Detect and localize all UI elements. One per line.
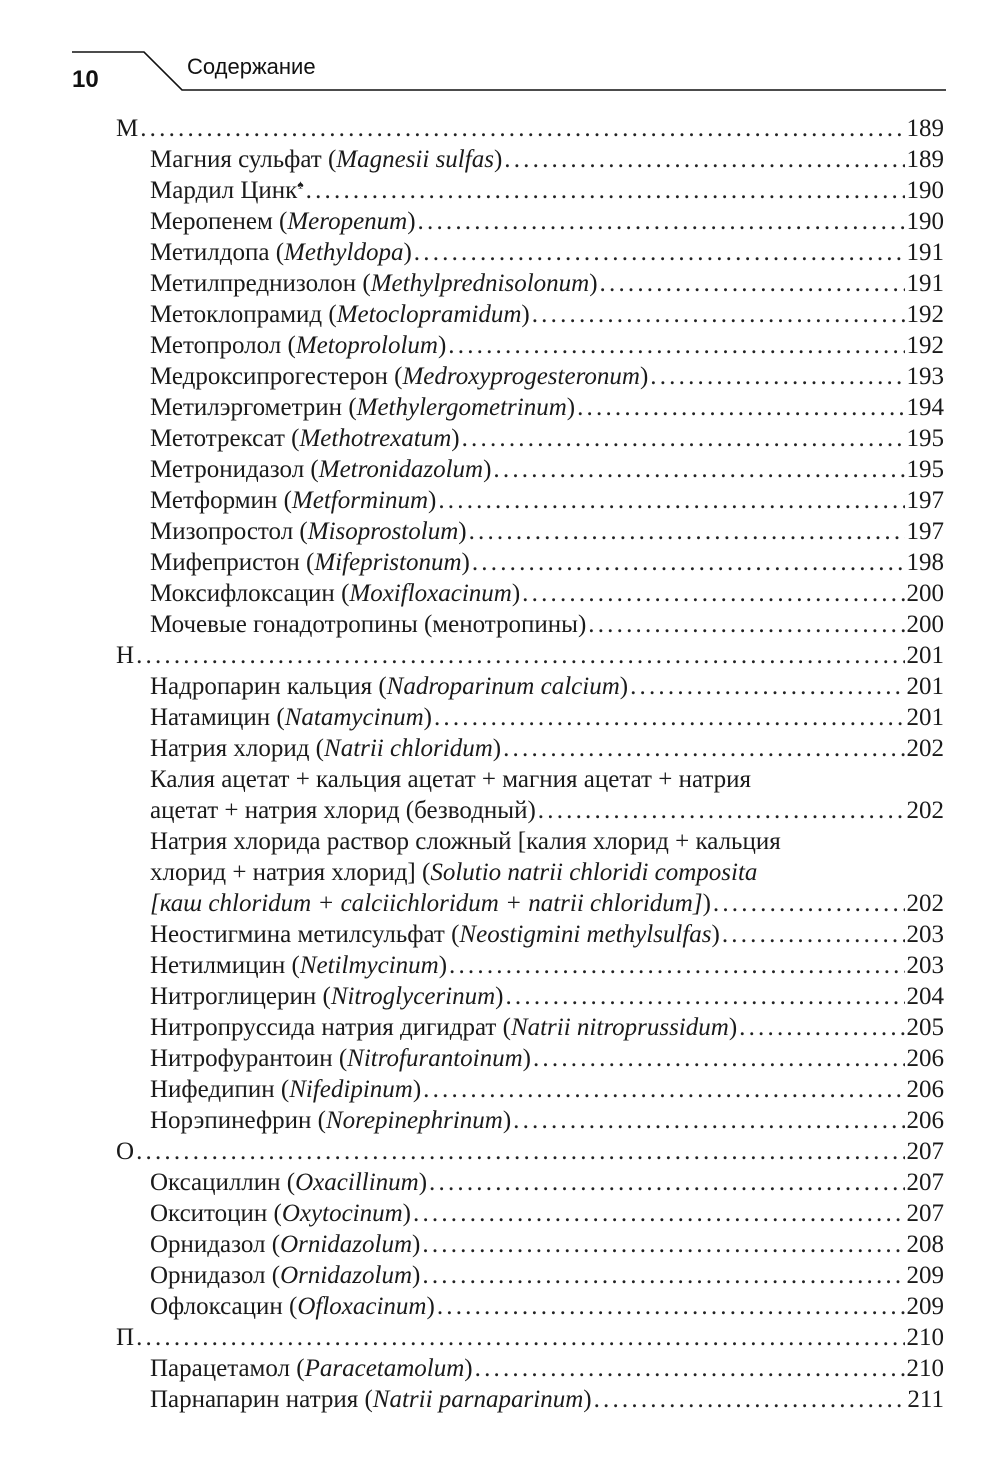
toc-entry: Метоклопрамид (Metoclopramidum) ..... 192 bbox=[116, 299, 944, 330]
toc-entry: Меропенем (Meropenum) ..... 190 bbox=[116, 206, 944, 237]
toc-entry: Моксифлоксацин (Moxifloxacinum) ..... 200 bbox=[116, 578, 944, 609]
toc-entry: Парацетамол (Paracetamolum) ..... 210 bbox=[116, 1353, 944, 1384]
toc-entry: Мизопростол (Misoprostolum) ..... 197 bbox=[116, 516, 944, 547]
toc-entry: Нитроглицерин (Nitroglycerinum) ..... 204 bbox=[116, 981, 944, 1012]
toc-letter-o: О ..... 207 bbox=[116, 1136, 944, 1167]
toc-entry: Натамицин (Natamycinum) ..... 201 bbox=[116, 702, 944, 733]
spade-mark-icon: ♠ bbox=[297, 177, 304, 192]
toc-entry: Мифепристон (Mifepristonum) ..... 198 bbox=[116, 547, 944, 578]
toc-entry: Метотрексат (Methotrexatum) ..... 195 bbox=[116, 423, 944, 454]
toc-entry: Оксациллин (Oxacillinum) ..... 207 bbox=[116, 1167, 944, 1198]
table-of-contents bbox=[116, 113, 944, 1415]
toc-entry: Офлоксацин (Ofloxacinum) ..... 209 bbox=[116, 1291, 944, 1322]
toc-entry-line: Калия ацетат + кальция ацетат + магния ацетат + натрия bbox=[150, 766, 752, 793]
header-rule bbox=[0, 0, 1000, 100]
toc-entry: Нифедипин (Nifedipinum) ..... 206 bbox=[116, 1074, 944, 1105]
section-title: Содержание bbox=[187, 54, 316, 79]
toc-entry: Нитропруссида натрия дигидрат (Natrii nitroprussidum) ..... 205 bbox=[116, 1012, 944, 1043]
toc-entry: [каш chloridum + calciichloridum + natrii chloridum]) ..... 202 bbox=[116, 888, 944, 919]
toc-letter-n: Н ..... 201 bbox=[116, 640, 944, 671]
toc-letter-m: М ..... 189 bbox=[116, 113, 944, 144]
toc-entry: Мочевые гонадотропины (менотропины) ..... 200 bbox=[116, 609, 944, 640]
toc-entry: Надропарин кальция (Nadroparinum calcium) ..... 201 bbox=[116, 671, 944, 702]
toc-entry: Метилпреднизолон (Methylprednisolonum) ..... 191 bbox=[116, 268, 944, 299]
toc-entry: Медроксипрогестерон (Medroxyprogesteronum) ..... 193 bbox=[116, 361, 944, 392]
toc-entry-line: хлорид + натрия хлорид] (Solutio natrii chloridi composita bbox=[150, 859, 758, 886]
toc-entry: Метилдопа (Methyldopa) ..... 191 bbox=[116, 237, 944, 268]
toc-entry: ацетат + натрия хлорид (безводный) ..... 202 bbox=[116, 795, 944, 826]
toc-entry: Неостигмина метилсульфат (Neostigmini methylsulfas) ..... 203 bbox=[116, 919, 944, 950]
toc-entry: Норэпинефрин (Norepinephrinum) ..... 206 bbox=[116, 1105, 944, 1136]
toc-entry: Метилэргометрин (Methylergometrinum) ..... 194 bbox=[116, 392, 944, 423]
toc-letter-p: П ..... 210 bbox=[116, 1322, 944, 1353]
toc-entry: Окситоцин (Oxytocinum) ..... 207 bbox=[116, 1198, 944, 1229]
toc-entry: Метопролол (Metoprololum) ..... 192 bbox=[116, 330, 944, 361]
toc-entry: Нетилмицин (Netilmycinum) ..... 203 bbox=[116, 950, 944, 981]
toc-entry-line: Натрия хлорида раствор сложный [калия хлорид + кальция bbox=[150, 828, 781, 855]
toc-entry: Нитрофурантоин (Nitrofurantoinum) ..... 206 bbox=[116, 1043, 944, 1074]
toc-entry: Магния сульфат (Magnesii sulfas) ..... 189 bbox=[116, 144, 944, 175]
toc-entry: Метформин (Metforminum) ..... 197 bbox=[116, 485, 944, 516]
page-number: 10 bbox=[72, 66, 99, 93]
toc-entry: Метронидазол (Metronidazolum) ..... 195 bbox=[116, 454, 944, 485]
toc-entry: Орнидазол (Ornidazolum) ..... 208 bbox=[116, 1229, 944, 1260]
toc-entry: Парнапарин натрия (Natrii parnaparinum) ..... 211 bbox=[116, 1384, 944, 1415]
toc-entry: Орнидазол (Ornidazolum) ..... 209 bbox=[116, 1260, 944, 1291]
toc-entry: Мардил Цинк♠ ..... 190 bbox=[116, 175, 944, 206]
toc-entry: Натрия хлорид (Natrii chloridum) ..... 202 bbox=[116, 733, 944, 764]
